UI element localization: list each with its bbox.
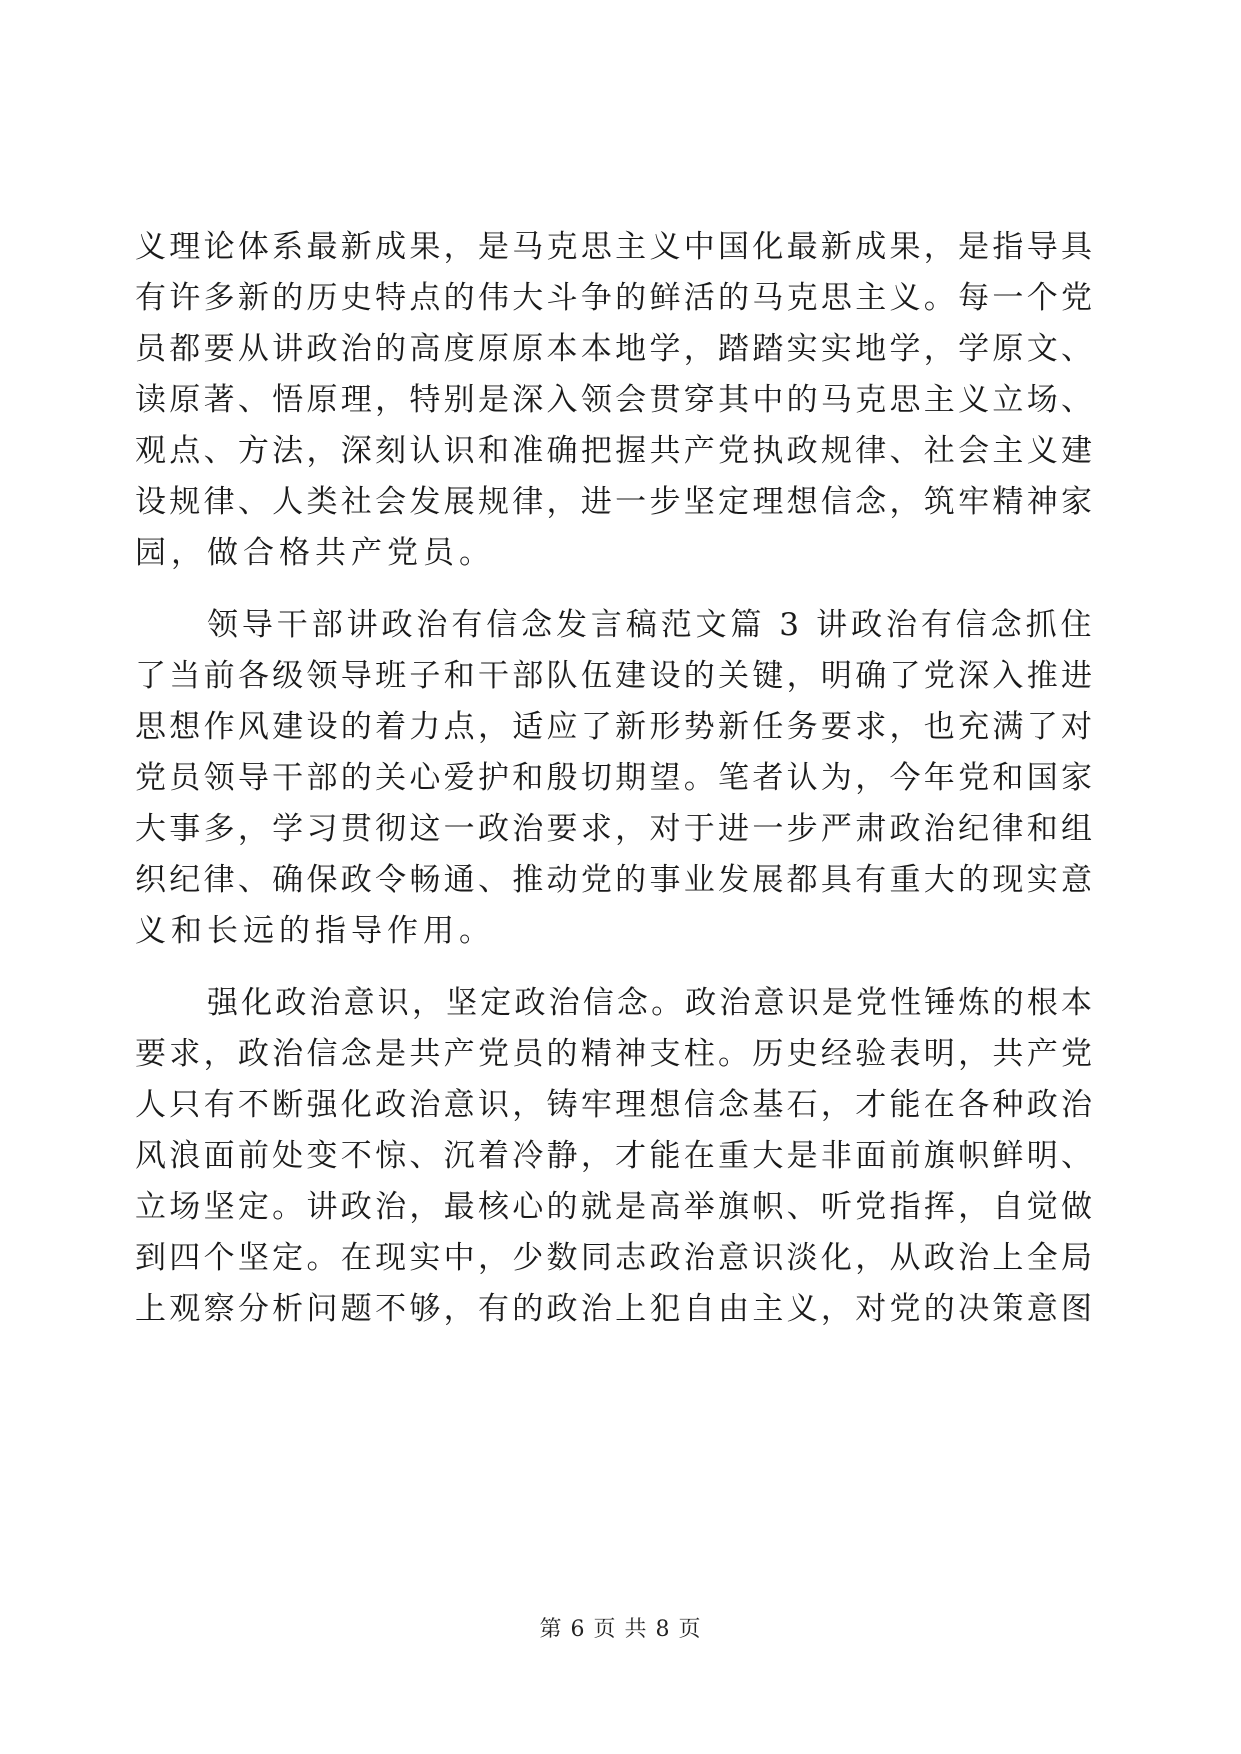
page-number-footer: 第 6 页 共 8 页 (539, 1617, 702, 1642)
paragraph-gap (135, 579, 1095, 600)
paragraph-2 (135, 600, 1095, 957)
text-line: 观点、方法，深刻认识和准确把握共产党执政规律、社会主义建 (135, 433, 1095, 469)
text-line: 员都要从讲政治的高度原原本本地学，踏踏实实地学，学原文、 (135, 331, 1095, 367)
text-line: 风浪面前处变不惊、沉着冷静，才能在重大是非面前旗帜鲜明、 (135, 1138, 1095, 1174)
text-line: 有许多新的历史特点的伟大斗争的鲜活的马克思主义。每一个党 (135, 280, 1095, 316)
text-line: 思想作风建设的着力点，适应了新形势新任务要求，也充满了对 (135, 709, 1095, 745)
text-line: 读原著、悟原理，特别是深入领会贯穿其中的马克思主义立场、 (135, 382, 1095, 418)
text-line: 大事多，学习贯彻这一政治要求，对于进一步严肃政治纪律和组 (135, 811, 1095, 847)
text-line: 义和长远的指导作用。 (135, 913, 495, 949)
text-line: 强化政治意识，坚定政治信念。政治意识是党性锤炼的根本 (207, 985, 1095, 1021)
text-line: 领导干部讲政治有信念发言稿范文篇 3 讲政治有信念抓住 (207, 607, 1095, 643)
text-line: 人只有不断强化政治意识，铸牢理想信念基石，才能在各种政治 (135, 1087, 1095, 1123)
body-text (135, 222, 1095, 1335)
paragraph-1 (135, 222, 1095, 579)
paragraph-gap (135, 957, 1095, 978)
text-line: 上观察分析问题不够，有的政治上犯自由主义，对党的决策意图 (135, 1291, 1095, 1327)
text-line: 设规律、人类社会发展规律，进一步坚定理想信念，筑牢精神家 (135, 484, 1095, 520)
text-line: 要求，政治信念是共产党员的精神支柱。历史经验表明，共产党 (135, 1036, 1095, 1072)
text-line: 党员领导干部的关心爱护和殷切期望。笔者认为，今年党和国家 (135, 760, 1095, 796)
text-line: 织纪律、确保政令畅通、推动党的事业发展都具有重大的现实意 (135, 862, 1095, 898)
text-line: 了当前各级领导班子和干部队伍建设的关键，明确了党深入推进 (135, 658, 1095, 694)
paragraph-3 (135, 978, 1095, 1335)
text-line: 到四个坚定。在现实中，少数同志政治意识淡化，从政治上全局 (135, 1240, 1095, 1276)
text-line: 立场坚定。讲政治，最核心的就是高举旗帜、听党指挥，自觉做 (135, 1189, 1095, 1225)
text-line: 义理论体系最新成果，是马克思主义中国化最新成果，是指导具 (135, 229, 1095, 265)
text-line: 园，做合格共产党员。 (135, 535, 495, 571)
